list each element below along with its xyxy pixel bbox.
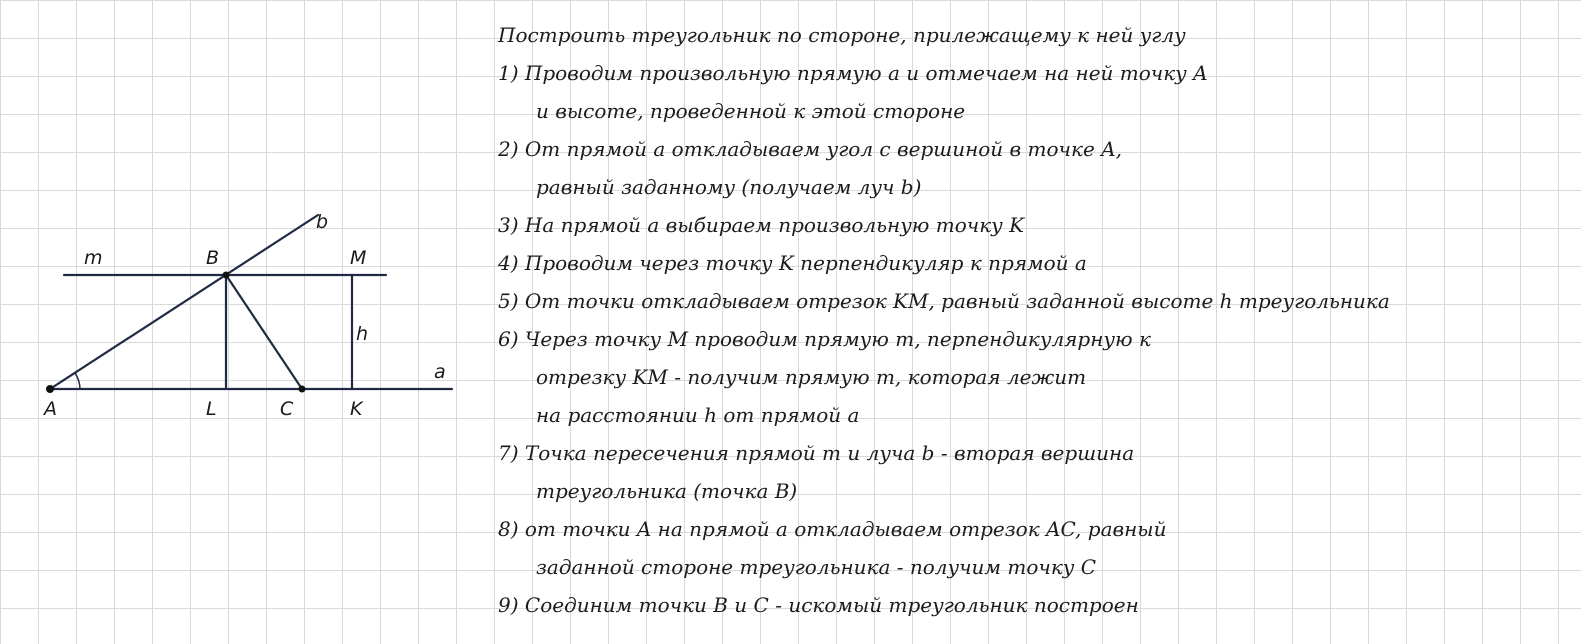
- step-text: Проводим произвольную прямую a и отмечаем на ней точку A: [524, 61, 1208, 85]
- step-line: [498, 54, 1573, 92]
- step-text: заданной стороне треугольника - получим точку C: [536, 555, 1097, 579]
- step-9: [498, 586, 1573, 624]
- steps-list: [498, 54, 1573, 624]
- step-number: 1): [498, 61, 519, 85]
- step-6: [498, 320, 1573, 434]
- step-number: 9): [498, 593, 519, 617]
- label-a-line: a: [434, 361, 446, 383]
- step-text: от точки A на прямой a откладываем отрезок AC, равный: [524, 517, 1167, 541]
- step-7: [498, 434, 1573, 510]
- step-number: 7): [498, 441, 519, 465]
- label-point-k: K: [350, 398, 363, 420]
- step-text: отрезку KM - получим прямую m, которая лежит: [536, 365, 1087, 389]
- step-1: [498, 54, 1573, 130]
- step-text: треугольника (точка B): [536, 479, 798, 503]
- label-point-b: B: [206, 247, 220, 269]
- step-line: [498, 510, 1573, 548]
- label-point-l: L: [206, 398, 217, 420]
- step-text: Точка пересечения прямой m и луча b - вторая вершина: [524, 441, 1135, 465]
- step-continuation-line: [498, 472, 1573, 510]
- point-c: [299, 386, 306, 393]
- step-line: [498, 244, 1573, 282]
- step-text: На прямой a выбираем произвольную точку K: [524, 213, 1025, 237]
- point-a: [46, 385, 54, 393]
- step-continuation-line: [498, 92, 1573, 130]
- step-text: на расстоянии h от прямой a: [536, 403, 860, 427]
- step-8: [498, 510, 1573, 586]
- step-continuation-line: [498, 396, 1573, 434]
- step-text: равный заданному (получаем луч b): [536, 175, 922, 199]
- step-number: 2): [498, 137, 519, 161]
- step-2: [498, 130, 1573, 206]
- ray-b: [50, 215, 318, 389]
- step-continuation-line: [498, 548, 1573, 586]
- segment-bc: [226, 275, 302, 389]
- instructions-text: [498, 16, 1573, 624]
- step-line: [498, 130, 1573, 168]
- step-text: Проводим через точку K перпендикуляр к прямой a: [524, 251, 1087, 275]
- step-text: Соединим точки B и C - искомый треугольник построен: [524, 593, 1139, 617]
- step-line: [498, 586, 1573, 624]
- step-number: 3): [498, 213, 519, 237]
- label-m-line: m: [84, 247, 103, 269]
- label-point-a: A: [44, 398, 57, 420]
- step-line: [498, 282, 1573, 320]
- step-5: [498, 282, 1573, 320]
- label-point-m: M: [350, 247, 367, 269]
- angle-arc-a: [75, 373, 80, 389]
- step-continuation-line: [498, 358, 1573, 396]
- instructions-title: Построить треугольник по стороне, прилежащему к ней углу: [498, 23, 1186, 47]
- point-b: [223, 272, 230, 279]
- step-4: [498, 244, 1573, 282]
- construction-diagram: [0, 0, 470, 440]
- step-text: От прямой a откладываем угол с вершиной в точке A,: [524, 137, 1122, 161]
- step-text: и высоте, проведенной к этой стороне: [536, 99, 966, 123]
- label-b-ray: b: [316, 211, 329, 233]
- step-text: От точки откладываем отрезок KM, равный заданной высоте h треугольника: [524, 289, 1390, 313]
- label-point-c: C: [280, 398, 294, 420]
- step-continuation-line: [498, 168, 1573, 206]
- step-3: [498, 206, 1573, 244]
- label-h: h: [356, 323, 369, 345]
- step-number: 5): [498, 289, 519, 313]
- step-number: 4): [498, 251, 519, 275]
- step-text: Через точку M проводим прямую m, перпендикулярную к: [524, 327, 1151, 351]
- step-number: 8): [498, 517, 519, 541]
- step-line: [498, 434, 1573, 472]
- step-line: [498, 206, 1573, 244]
- step-number: 6): [498, 327, 519, 351]
- step-line: [498, 320, 1573, 358]
